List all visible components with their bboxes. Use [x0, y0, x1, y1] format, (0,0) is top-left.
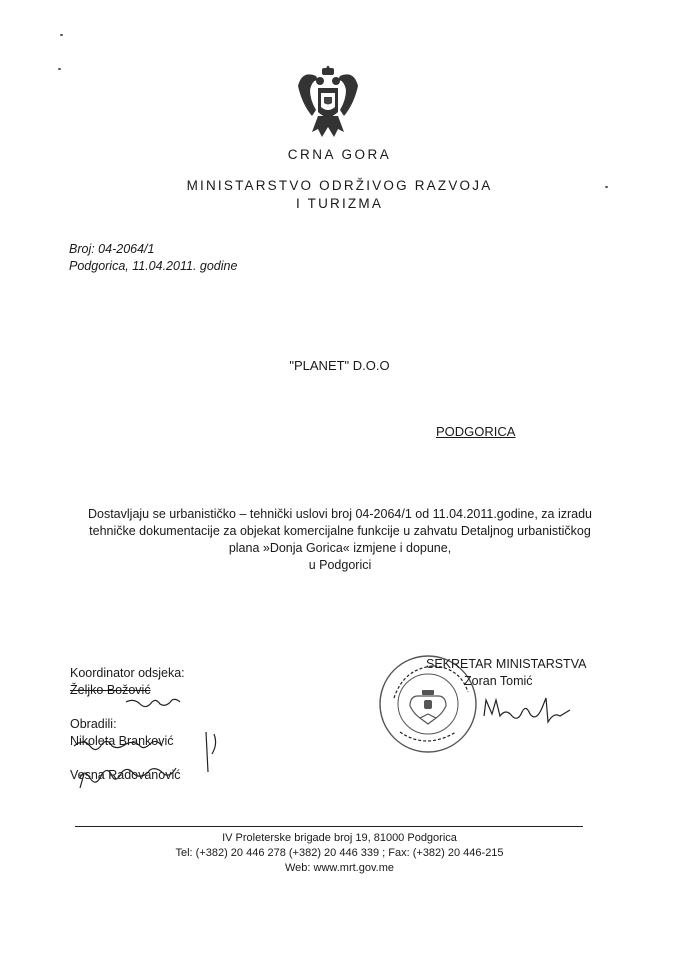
country-heading: CRNA GORA — [287, 147, 392, 162]
footer-divider — [75, 826, 583, 827]
speck — [58, 68, 61, 70]
reference-number: Broj: 04-2064/1 — [69, 242, 155, 256]
footer-web: Web: www.mrt.gov.me — [284, 862, 394, 874]
ministry-heading-line2: I TURIZMA — [295, 196, 384, 211]
coat-of-arms-icon — [296, 66, 360, 140]
preparer-name: Nikoleta Branković — [70, 734, 174, 748]
recipient-city: PODGORICA — [436, 424, 516, 439]
secretary-name: Zoran Tomić — [464, 674, 533, 688]
reference-place-date: Podgorica, 11.04.2011. godine — [69, 259, 238, 273]
prepared-label: Obradili: — [70, 717, 117, 731]
secretary-title: SEKRETAR MINISTARSTVA — [426, 657, 587, 671]
body-line: u Podgorici — [308, 558, 372, 572]
coordinator-name: Željko Božović — [70, 683, 151, 697]
preparer-name: Vesna Radovanović — [70, 768, 181, 782]
speck — [60, 34, 63, 36]
body-line: plana »Donja Gorica« izmjene i dopune, — [228, 541, 452, 555]
coordinator-label: Koordinator odsjeka: — [70, 666, 185, 680]
body-line: tehničke dokumentacije za objekat komercijalne funkcije u zahvatu Detaljnog urbanističkog — [89, 524, 591, 538]
letter-body — [60, 506, 620, 574]
reference-block — [69, 241, 237, 275]
footer-phones: Tel: (+382) 20 446 278 (+382) 20 446 339 ; Fax: (+382) 20 446-215 — [175, 847, 504, 859]
footer-address: IV Proleterske brigade broj 19, 81000 Podgorica — [222, 832, 457, 844]
handwritten-signature-icon — [66, 680, 226, 800]
recipient-name: "PLANET" D.O.O — [289, 358, 390, 373]
secretary-signature-icon — [480, 690, 580, 726]
signature-block-right — [426, 656, 586, 690]
body-line: Dostavljaju se urbanističko – tehnički uslovi broj 04-2064/1 od 11.04.2011.godine, za izradu — [87, 507, 593, 521]
ministry-heading-line1: MINISTARSTVO ODRŽIVOG RAZVOJA — [186, 178, 493, 193]
